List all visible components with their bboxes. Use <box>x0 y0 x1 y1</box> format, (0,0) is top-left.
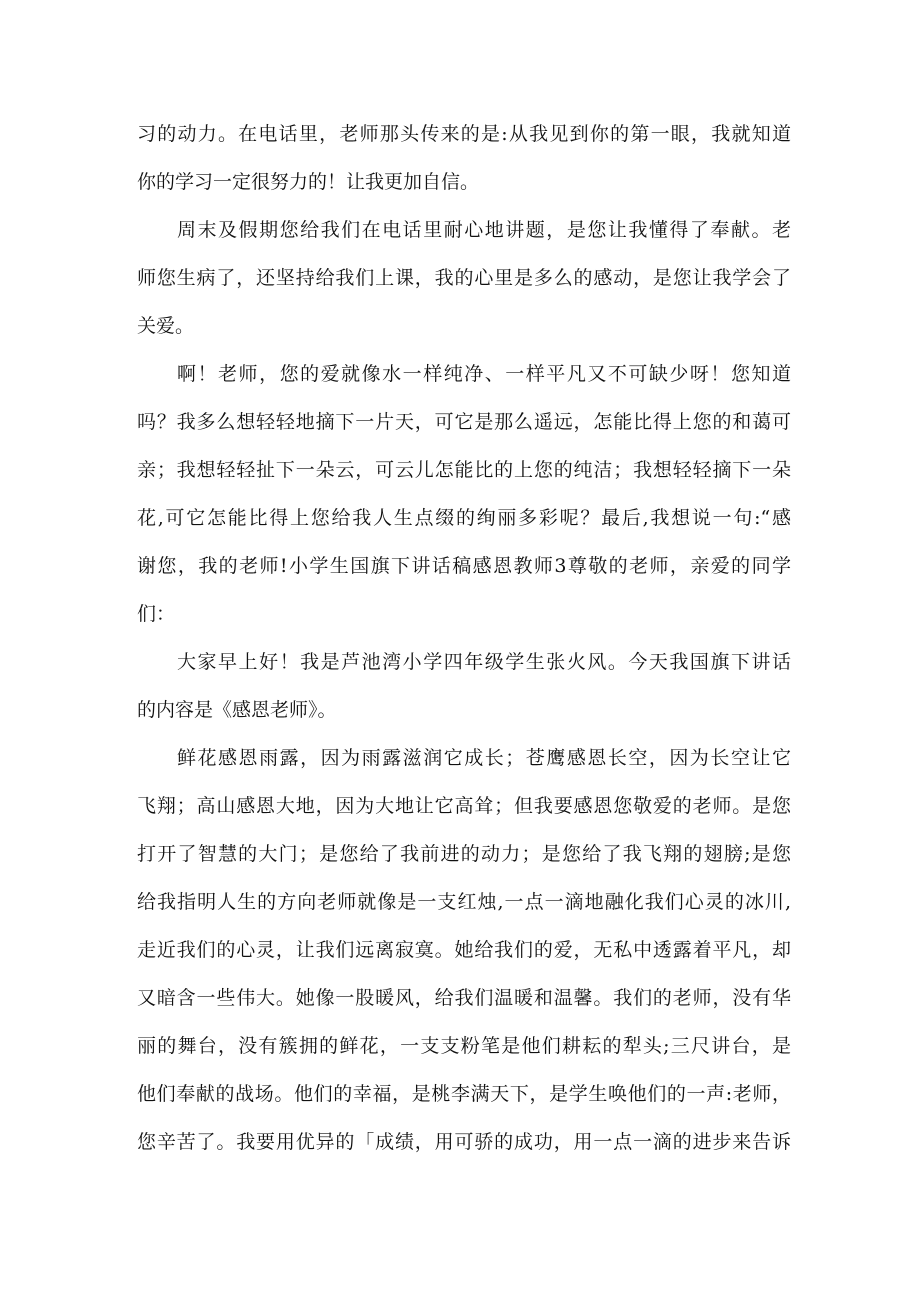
text-line: 吗？我多么想轻轻地摘下一片天，可它是那么遥远，怎能比得上您的和蔼可 <box>137 411 791 433</box>
text-line: 师您生病了，还坚持给我们上课，我的心里是多么的感动，是您让我学会了 <box>137 267 791 289</box>
document-body <box>137 110 791 1166</box>
text-line: 丽的舞台，没有簇拥的鲜花，一支支粉笔是他们耕耘的犁头;三尺讲台，是 <box>137 1035 791 1057</box>
text-line: 大家早上好！我是芦池湾小学四年级学生张火风。今天我国旗下讲话 <box>177 651 791 673</box>
text-line: 习的动力。在电话里，老师那头传来的是:从我见到你的第一眼，我就知道 <box>137 123 791 145</box>
text-line: 亲；我想轻轻扯下一朵云，可云儿怎能比的上您的纯洁；我想轻轻摘下一朵 <box>137 459 791 481</box>
text-line: 花,可它怎能比得上您给我人生点缀的绚丽多彩呢？最后,我想说一句:“感 <box>137 507 791 529</box>
text-line: 又暗含一些伟大。她像一股暖风，给我们温暖和温馨。我们的老师，没有华 <box>137 987 791 1009</box>
text-line: 谢您，我的老师!小学生国旗下讲话稿感恩教师3尊敬的老师，亲爱的同学 <box>137 555 791 577</box>
text-line: 打开了智慧的大门；是您给了我前进的动力；是您给了我飞翔的翅膀;是您 <box>137 843 791 865</box>
paragraph <box>137 734 791 1166</box>
paragraph <box>137 110 791 206</box>
text-line: 啊！老师，您的爱就像水一样纯净、一样平凡又不可缺少呀！您知道 <box>177 363 791 385</box>
text-line: 给我指明人生的方向老师就像是一支红烛,一点一滴地融化我们心灵的冰川, <box>137 891 791 913</box>
text-line: 关爱。 <box>137 315 195 337</box>
paragraph <box>137 638 791 734</box>
text-line: 走近我们的心灵，让我们远离寂寞。她给我们的爱，无私中透露着平凡，却 <box>137 939 791 961</box>
text-line: 您辛苦了。我要用优异的「成绩，用可骄的成功，用一点一滴的进步来告诉 <box>137 1131 791 1153</box>
text-line: 周末及假期您给我们在电话里耐心地讲题，是您让我懂得了奉献。老 <box>177 219 791 241</box>
text-line: 你的学习一定很努力的！让我更加自信。 <box>137 171 480 193</box>
text-line: 们： <box>137 603 176 625</box>
text-line: 鲜花感恩雨露，因为雨露滋润它成长；苍鹰感恩长空，因为长空让它 <box>177 747 791 769</box>
text-line: 飞翔；高山感恩大地，因为大地让它高耸；但我要感恩您敬爱的老师。是您 <box>137 795 791 817</box>
text-line: 他们奉献的战场。他们的幸福，是桃李满天下，是学生唤他们的一声:老师， <box>137 1083 791 1105</box>
paragraph <box>137 206 791 350</box>
text-line: 的内容是《感恩老师》。 <box>137 699 337 721</box>
paragraph <box>137 350 791 638</box>
